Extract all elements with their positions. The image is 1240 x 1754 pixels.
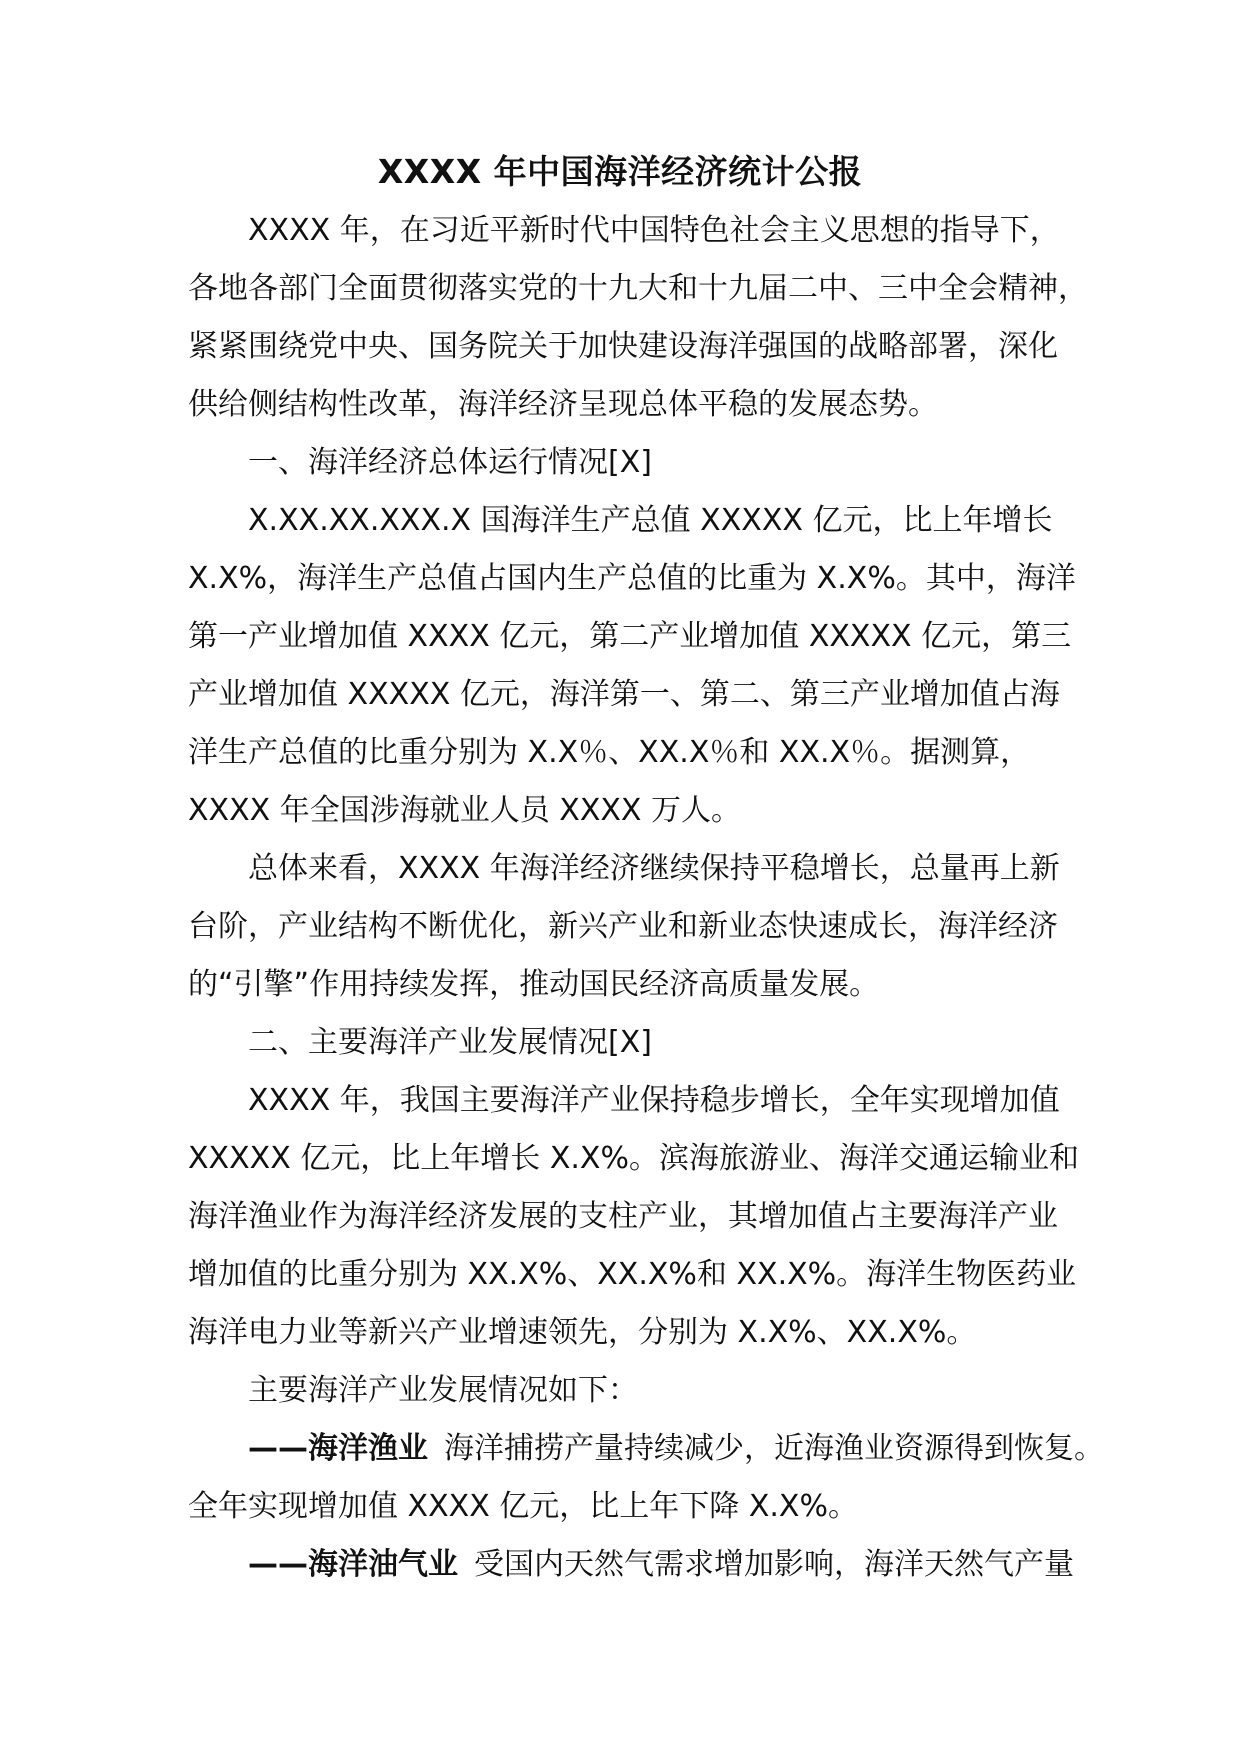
text-line xyxy=(188,492,1076,550)
line-text: 二、主要海洋产业发展情况[X] xyxy=(248,1025,652,1060)
text-line xyxy=(188,1304,1076,1362)
text-line xyxy=(188,434,1076,492)
line-text: XXXX 年，我国主要海洋产业保持稳步增长，全年实现增加值 xyxy=(248,1083,1060,1118)
text-line xyxy=(188,1536,1076,1594)
text-line xyxy=(188,840,1076,898)
text-line xyxy=(188,1420,1104,1478)
text-line xyxy=(188,782,1076,840)
text-line xyxy=(188,1478,1076,1536)
text-line xyxy=(188,724,1076,782)
line-text: X.XX.XX.XXX.X 国海洋生产总值 XXXXX 亿元，比上年增长 xyxy=(248,503,1053,538)
text-line xyxy=(188,666,1076,724)
line-text: 全年实现增加值 XXXX 亿元，比上年下降 X.X%。 xyxy=(188,1489,858,1524)
text-line xyxy=(188,318,1076,376)
line-text: 海洋渔业作为海洋经济发展的支柱产业，其增加值占主要海洋产业 xyxy=(188,1199,1058,1234)
text-line xyxy=(188,1188,1076,1246)
text-line xyxy=(188,608,1076,666)
line-text: 总体来看，XXXX 年海洋经济继续保持平稳增长，总量再上新 xyxy=(248,851,1060,886)
line-text: 各地各部门全面贯彻落实党的十九大和十九届二中、三中全会精神， xyxy=(188,271,1088,306)
line-text: 第一产业增加值 XXXX 亿元，第二产业增加值 XXXXX 亿元，第三 xyxy=(188,619,1072,654)
text-line xyxy=(188,260,1088,318)
line-text: XXXX 年，在习近平新时代中国特色社会主义思想的指导下， xyxy=(248,213,1060,248)
line-text: 一、海洋经济总体运行情况[X] xyxy=(248,445,652,480)
line-text: XXXX 年全国涉海就业人员 XXXX 万人。 xyxy=(188,793,742,828)
line-text: 的“引擎”作用持续发挥，推动国民经济高质量发展。 xyxy=(188,967,880,1002)
line-text: 受国内天然气需求增加影响，海洋天然气产量 xyxy=(474,1547,1074,1582)
line-text: 增加值的比重分别为 XX.X%、XX.X%和 XX.X%。海洋生物医药业 xyxy=(188,1257,1077,1292)
text-line xyxy=(188,376,1076,434)
text-line xyxy=(188,956,1076,1014)
document-title: XXXX 年中国海洋经济统计公报 xyxy=(377,152,863,191)
line-text: 主要海洋产业发展情况如下： xyxy=(248,1373,638,1408)
line-text: 产业增加值 XXXXX 亿元，海洋第一、第二、第三产业增加值占海 xyxy=(188,677,1060,712)
text-line xyxy=(188,1014,1076,1072)
text-line xyxy=(188,550,1076,608)
section-lead-heading: ——海洋油气业 xyxy=(248,1547,458,1582)
line-text: XXXXX 亿元，比上年增长 X.X%。滨海旅游业、海洋交通运输业和 xyxy=(188,1141,1079,1176)
text-line xyxy=(188,202,1076,260)
line-text: 洋生产总值的比重分别为 X.X％、XX.X％和 XX.X％。据测算， xyxy=(188,735,1031,770)
section-lead-heading: ——海洋渔业 xyxy=(248,1431,428,1466)
document-body xyxy=(188,202,1104,1594)
line-text: 供给侧结构性改革，海洋经济呈现总体平稳的发展态势。 xyxy=(188,387,938,422)
text-line xyxy=(188,1072,1076,1130)
line-text: 紧紧围绕党中央、国务院关于加快建设海洋强国的战略部署，深化 xyxy=(188,329,1058,364)
line-text: 海洋电力业等新兴产业增速领先，分别为 X.X%、XX.X%。 xyxy=(188,1315,977,1350)
text-line xyxy=(188,1362,1076,1420)
text-line xyxy=(188,1246,1076,1304)
line-text: 海洋捕捞产量持续减少，近海渔业资源得到恢复。 xyxy=(444,1431,1104,1466)
line-text: X.X%，海洋生产总值占国内生产总值的比重为 X.X%。其中，海洋 xyxy=(188,561,1076,596)
line-text: 台阶，产业结构不断优化，新兴产业和新业态快速成长，海洋经济 xyxy=(188,909,1058,944)
text-line xyxy=(188,898,1076,956)
text-line xyxy=(188,1130,1079,1188)
